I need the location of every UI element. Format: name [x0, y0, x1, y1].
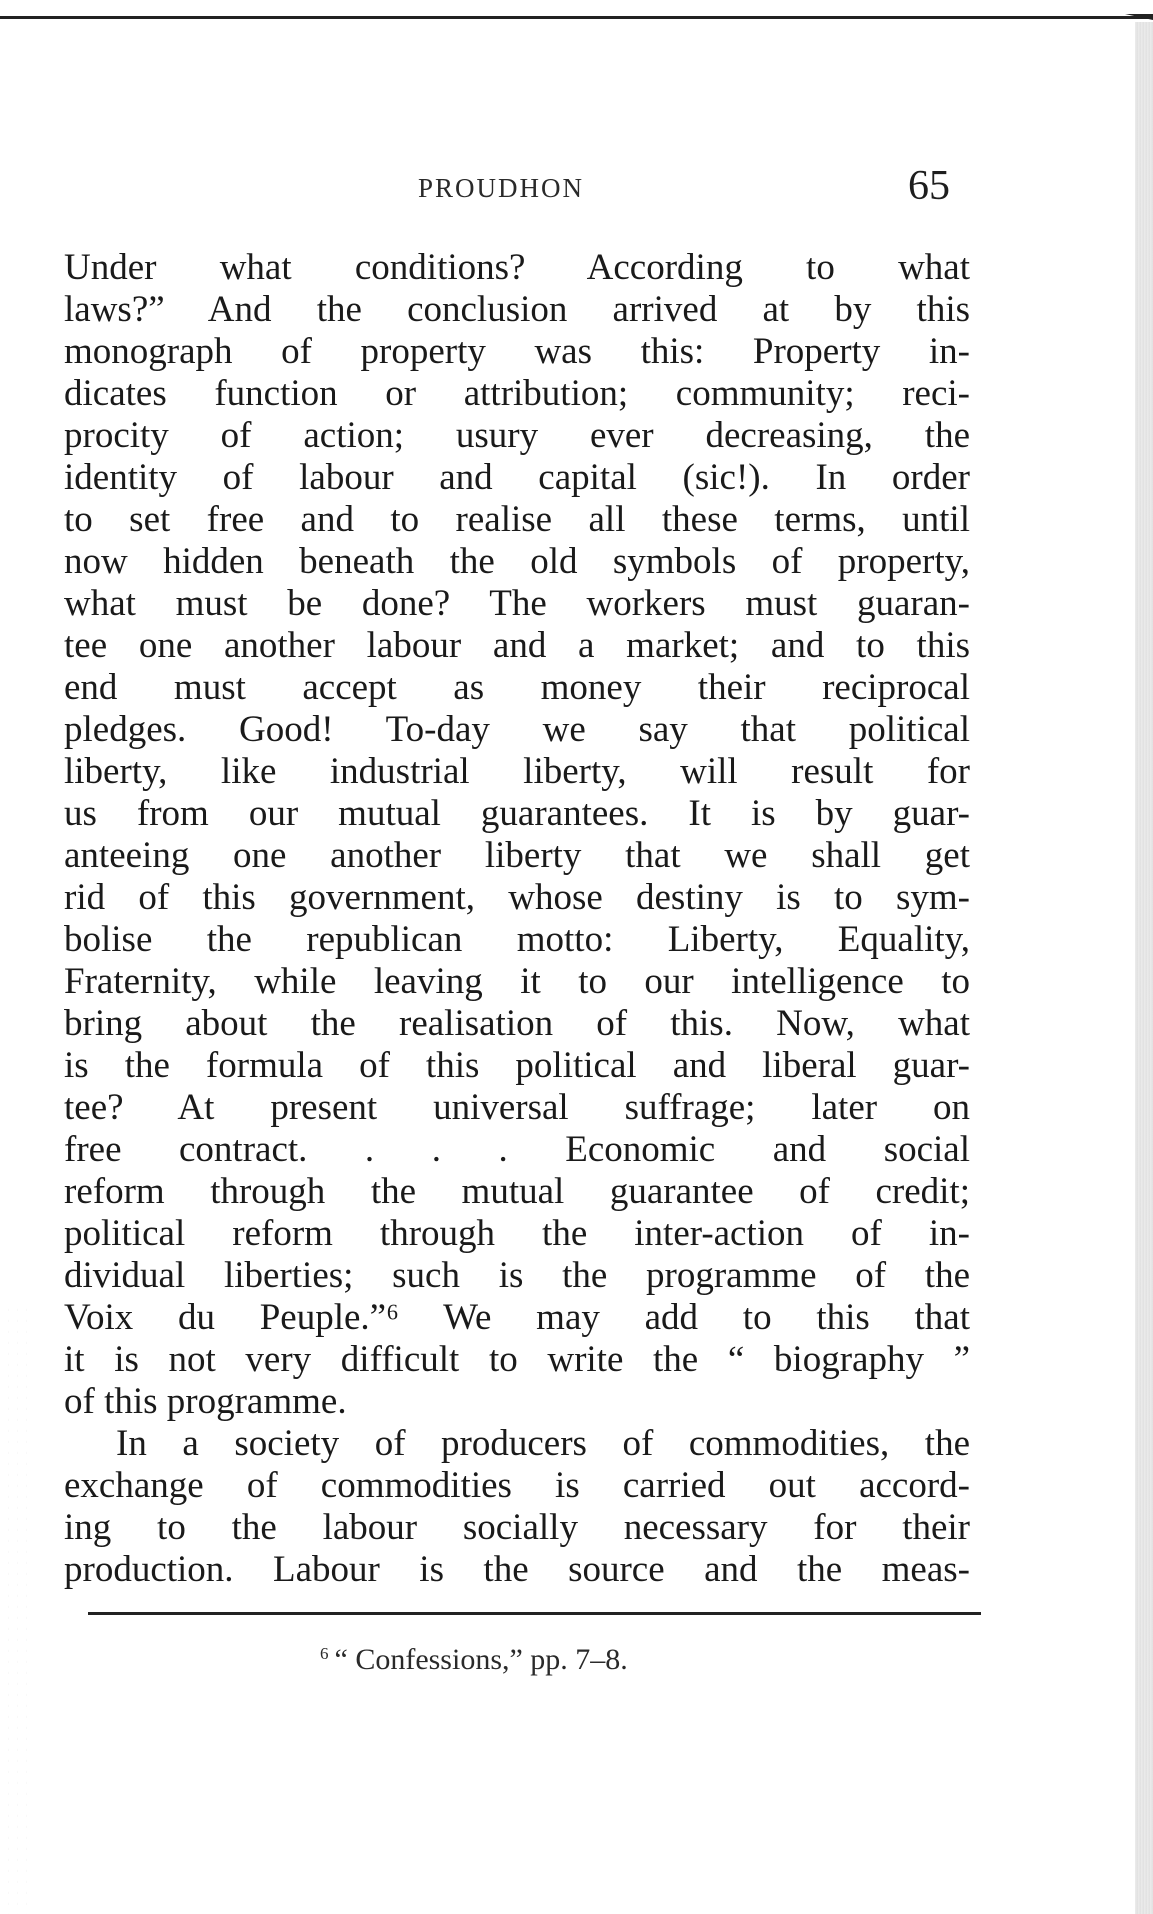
running-title: PROUDHON	[418, 173, 585, 203]
text-line: liberty, like industrial liberty, will result for	[64, 751, 970, 792]
text-line: free contract. . . . Economic and social	[64, 1129, 970, 1170]
text-line: laws?” And the conclusion arrived at by this	[64, 289, 970, 330]
text-line: rid of this government, whose destiny is to sym-	[64, 877, 970, 918]
text-line: tee? At present universal suffrage; later on	[64, 1087, 970, 1128]
page-corner-mark	[1125, 14, 1153, 20]
text-line: political reform through the inter-action of in-	[64, 1213, 970, 1254]
page-speckle	[0, 1300, 30, 1914]
footnote-text: “ Confessions,” pp. 7–8.	[334, 1643, 628, 1676]
text-line: identity of labour and capital (sic!). In order	[64, 457, 970, 498]
text-line: what must be done? The workers must guaran-	[64, 583, 970, 624]
text-line: dividual liberties; such is the programme of the	[64, 1255, 970, 1296]
text-line: end must accept as money their reciprocal	[64, 667, 970, 708]
text-line: anteeing one another liberty that we shall get	[64, 835, 970, 876]
text-line: it is not very difficult to write the “ biography ”	[64, 1339, 970, 1380]
text-line: production. Labour is the source and the meas-	[64, 1549, 970, 1590]
text-line: reform through the mutual guarantee of credit;	[64, 1171, 970, 1212]
text-line: of this programme.	[64, 1381, 347, 1422]
footnote	[320, 1643, 628, 1677]
text-line: bring about the realisation of this. Now, what	[64, 1003, 970, 1044]
text-line: ing to the labour socially necessary for their	[64, 1507, 970, 1548]
text-line: Fraternity, while leaving it to our intelligence to	[64, 961, 970, 1002]
text-line: pledges. Good! To-day we say that political	[64, 709, 970, 750]
text-line: exchange of commodities is carried out accord-	[64, 1465, 970, 1506]
text-line: procity of action; usury ever decreasing, the	[64, 415, 970, 456]
text-line: Under what conditions? According to what	[64, 247, 970, 288]
text-line: to set free and to realise all these terms, until	[64, 499, 970, 540]
footnote-rule	[88, 1612, 981, 1615]
body-text	[64, 247, 970, 1591]
text-line: us from our mutual guarantees. It is by guar-	[64, 793, 970, 834]
page-edge-shadow	[1135, 22, 1153, 1914]
text-line: tee one another labour and a market; and to this	[64, 625, 970, 666]
text-line: bolise the republican motto: Liberty, Equality,	[64, 919, 970, 960]
top-rule	[0, 16, 1153, 19]
page-number: 65	[908, 163, 950, 209]
text-line: In a society of producers of commodities, the	[116, 1423, 970, 1464]
text-line: is the formula of this political and liberal guar-	[64, 1045, 970, 1086]
text-line: dicates function or attribution; community; reci-	[64, 373, 970, 414]
text-line: now hidden beneath the old symbols of property,	[64, 541, 970, 582]
text-line: monograph of property was this: Property in-	[64, 331, 970, 372]
text-line: Voix du Peuple.”⁶ We may add to this that	[64, 1297, 970, 1338]
footnote-marker: 6	[320, 1644, 329, 1663]
